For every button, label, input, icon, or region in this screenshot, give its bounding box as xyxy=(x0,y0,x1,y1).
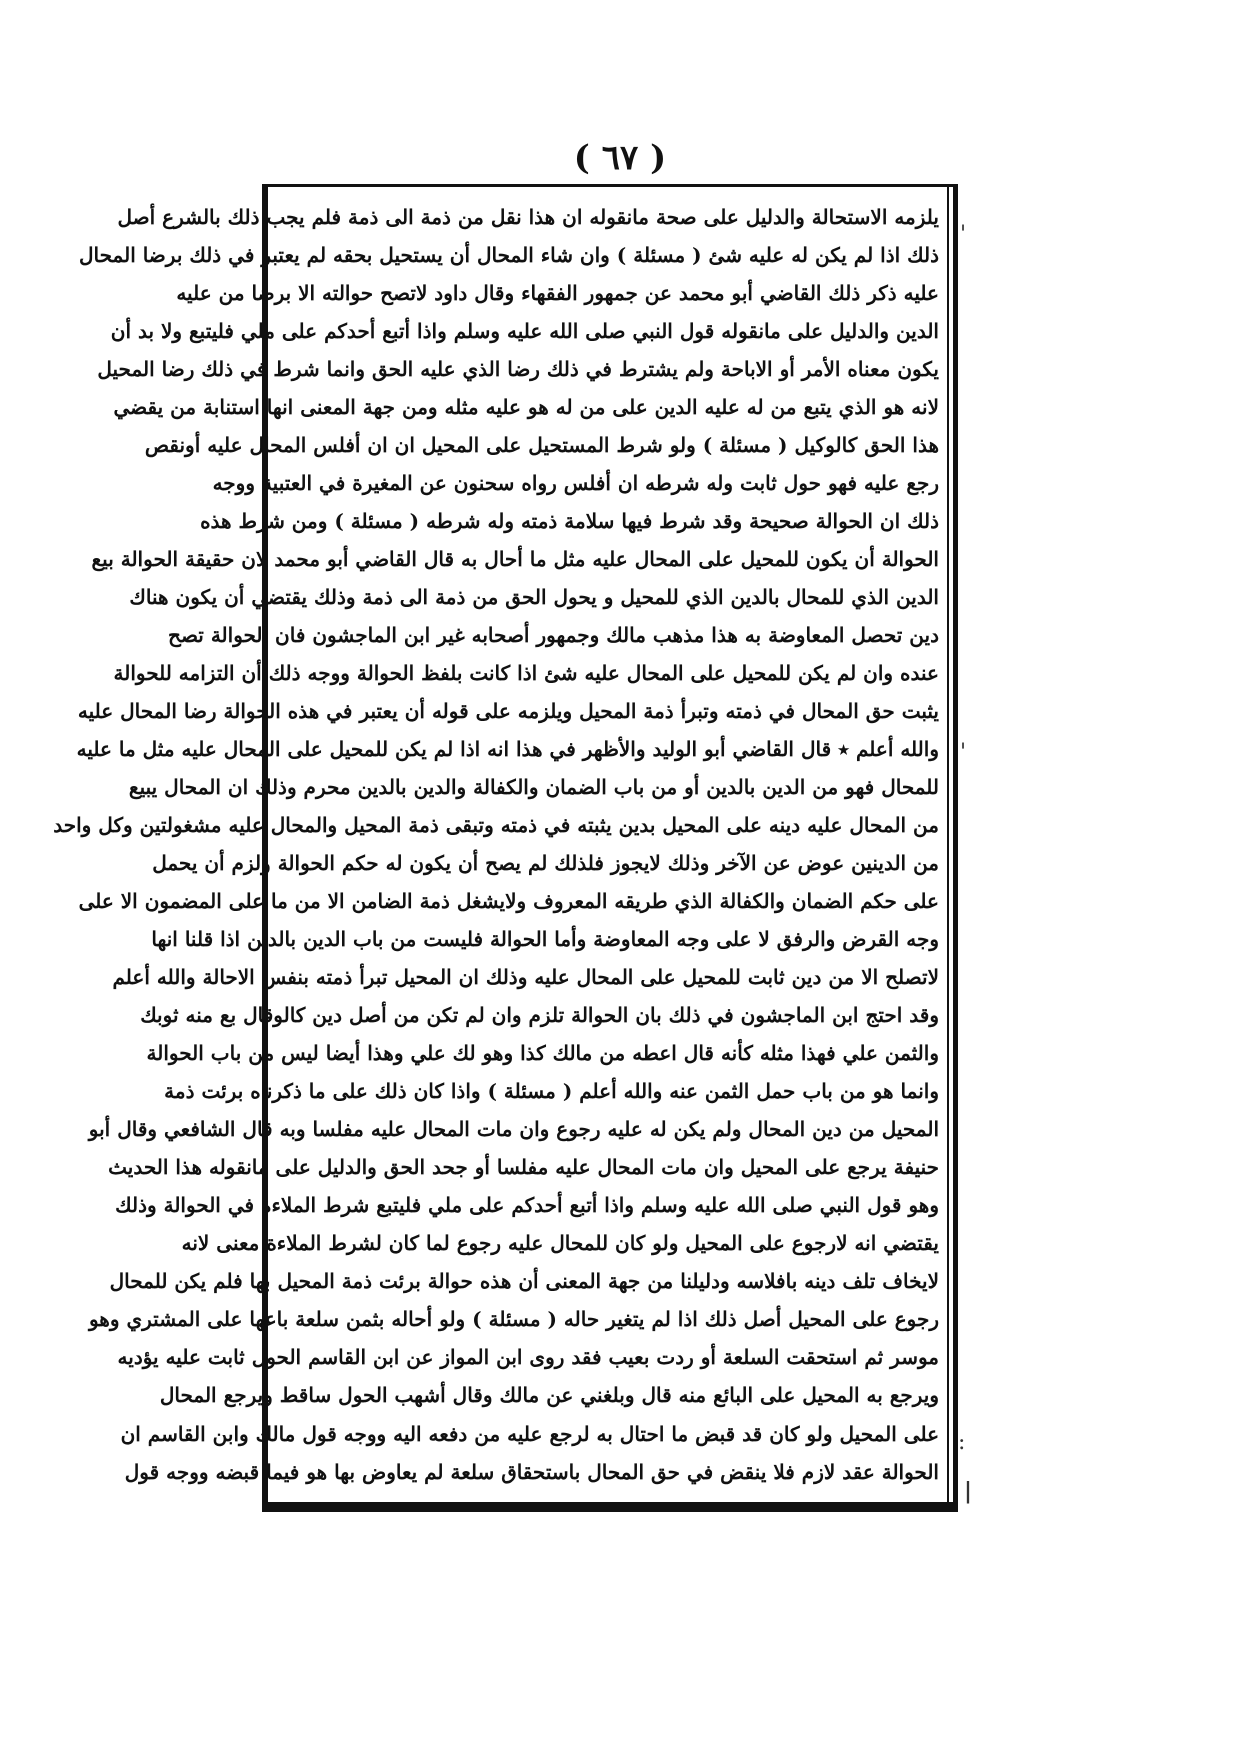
text-line: ويرجع به المحيل على البائع منه قال وبلغني عن مالك وقال أشهب الحول ساقط ويرجع المحال xyxy=(159,1383,939,1408)
text-line: الدين الذي للمحال بالدين الذي للمحيل و يحول الحق من ذمة الى ذمة وذلك يقتضي أن يكون هناك xyxy=(129,585,939,610)
text-line: لاتصلح الا من دين ثابت للمحيل على المحال عليه وذلك ان المحيل تبرأ ذمته بنفس الاحالة والله أعلم xyxy=(112,965,939,990)
text-line: وجه القرض والرفق لا على وجه المعاوضة وأما الحوالة فليست من باب الدين بالدين اذا قلنا انها xyxy=(151,927,939,952)
text-line: دين تحصل المعاوضة به هذا مذهب مالك وجمهور أصحابه غير ابن الماجشون فان الحوالة تصح xyxy=(168,623,939,648)
text-line: الدين والدليل على مانقوله قول النبي صلى الله عليه وسلم واذا أتبع أحدكم على ملي فليتبع ولا بد أن xyxy=(110,319,939,344)
text-line: من الدينين عوض عن الآخر وذلك لايجوز فلذلك لم يصح أن يكون له حكم الحوالة ولزم أن يحمل xyxy=(152,851,939,876)
text-line: يلزمه الاستحالة والدليل على صحة مانقوله ان هذا نقل من ذمة الى ذمة فلم يجب ذلك بالشرع أصل xyxy=(117,205,939,229)
text-line: وهو قول النبي صلى الله عليه وسلم واذا أتبع أحدكم على ملي فليتبع شرط الملاءة في الحوالة وذلك xyxy=(115,1193,939,1218)
text-line: الحوالة عقد لازم فلا ينقض في حق المحال باستحقاق سلعة لم يعاوض بها هو فيما قبضه ووجه قول xyxy=(124,1459,939,1484)
text-line: لانه هو الذي يتبع من له عليه الدين على من له هو عليه مثله ومن جهة المعنى انها استنابة من يقضي xyxy=(113,395,939,420)
text-line: والله أعلم ٭ قال القاضي أبو الوليد والأظهر في هذا انه اذا لم يكن للمحيل على المحال عليه مثل ما عليه xyxy=(76,737,939,762)
text-line: ذلك اذا لم يكن له عليه شئ ( مسئلة ) وان شاء المحال أن يستحيل بحقه لم يعتبر في ذلك برضا المحال xyxy=(79,243,939,268)
text-line: لايخاف تلف دينه بافلاسه ودليلنا من جهة المعنى أن هذه حوالة برئت ذمة المحيل بها فلم يكن للمحال xyxy=(109,1269,939,1294)
text-line: يكون معناه الأمر أو الاباحة ولم يشترط في ذلك رضا الذي عليه الحق وانما شرط في ذلك رضا المحيل xyxy=(97,357,939,382)
text-line: الحوالة أن يكون للمحيل على المحال عليه مثل ما أحال به قال القاضي أبو محمد لان حقيقة الحوالة بيع xyxy=(91,547,939,572)
text-line: على حكم الضمان والكفالة الذي طريقه المعروف ولايشغل ذمة الضامن الا من ما على المضمون الا على xyxy=(78,889,939,914)
margin-mark: | xyxy=(964,1478,973,1504)
text-line: المحيل من دين المحال ولم يكن له عليه رجوع وان مات المحال عليه مفلسا وبه قال الشافعي وقال أبو xyxy=(88,1117,939,1142)
margin-mark: ' xyxy=(960,222,967,247)
text-line: حنيفة يرجع على المحيل وان مات المحال عليه مفلسا أو جحد الحق والدليل على مانقوله هذا الحديث xyxy=(108,1155,939,1180)
text-line: على المحيل ولو كان قد قبض ما احتال به لرجع عليه من دفعه اليه ووجه قول مالك وابن القاسم ان xyxy=(120,1421,939,1446)
text-frame xyxy=(53,184,958,1512)
text-line: يقتضي انه لارجوع على المحيل ولو كان للمحال عليه رجوع لما كان لشرط الملاءة معنى لانه xyxy=(181,1231,939,1256)
text-line: والثمن علي فهذا مثله كأنه قال اعطه من مالك كذا وهو لك علي وهذا أيضا ليس من باب الحوالة xyxy=(146,1041,939,1066)
text-line: للمحال فهو من الدين بالدين أو من باب الضمان والكفالة والدين بالدين محرم وذلك ان المحال يبيع xyxy=(128,775,939,800)
text-line: رجوع على المحيل أصل ذلك اذا لم يتغير حاله ( مسئلة ) ولو أحاله بثمن سلعة باعها على المشتري وهو xyxy=(88,1307,939,1332)
page-number: ( ٦٧ ) xyxy=(573,138,667,178)
text-line: ذلك ان الحوالة صحيحة وقد شرط فيها سلامة ذمته وله شرطه ( مسئلة ) ومن شرط هذه xyxy=(200,509,939,534)
frame-rule xyxy=(947,187,949,1502)
text-line: عليه ذكر ذلك القاضي أبو محمد عن جمهور الفقهاء وقال داود لاتصح حوالته الا برضا من عليه xyxy=(176,281,939,306)
text-line: وانما هو من باب حمل الثمن عنه والله أعلم ( مسئلة ) واذا كان ذلك على ما ذكرناه برئت ذمة xyxy=(164,1079,939,1104)
margin-mark: ' xyxy=(960,740,967,765)
text-line: يثبت حق المحال في ذمته وتبرأ ذمة المحيل ويلزمه على قوله أن يعتبر في هذه الحوالة رضا المحال عليه xyxy=(77,699,939,724)
margin-mark: : xyxy=(958,1430,966,1455)
text-line: وقد احتج ابن الماجشون في ذلك بان الحوالة تلزم وان لم تكن من أصل دين كالوقال بع منه ثوبك xyxy=(140,1003,939,1028)
text-line: من المحال عليه دينه على المحيل بدين يثبته في ذمته وتبقى ذمة المحيل والمحال عليه مشغولتين وكل واحد xyxy=(53,813,939,838)
text-line: عنده وان لم يكن للمحيل على المحال عليه شئ اذا كانت بلفظ الحوالة ووجه ذلك أن التزامه للحوالة xyxy=(113,661,939,686)
text-line: رجع عليه فهو حول ثابت وله شرطه ان أفلس رواه سحنون عن المغيرة في العتبية ووجه xyxy=(212,471,939,496)
text-line: هذا الحق كالوكيل ( مسئلة ) ولو شرط المستحيل على المحيل ان ان أفلس المحال عليه أونقص xyxy=(144,433,939,458)
text-line: موسر ثم استحقت السلعة أو ردت بعيب فقد روى ابن المواز عن ابن القاسم الحول ثابت عليه يؤديه xyxy=(117,1345,939,1370)
body-text xyxy=(53,201,939,1488)
